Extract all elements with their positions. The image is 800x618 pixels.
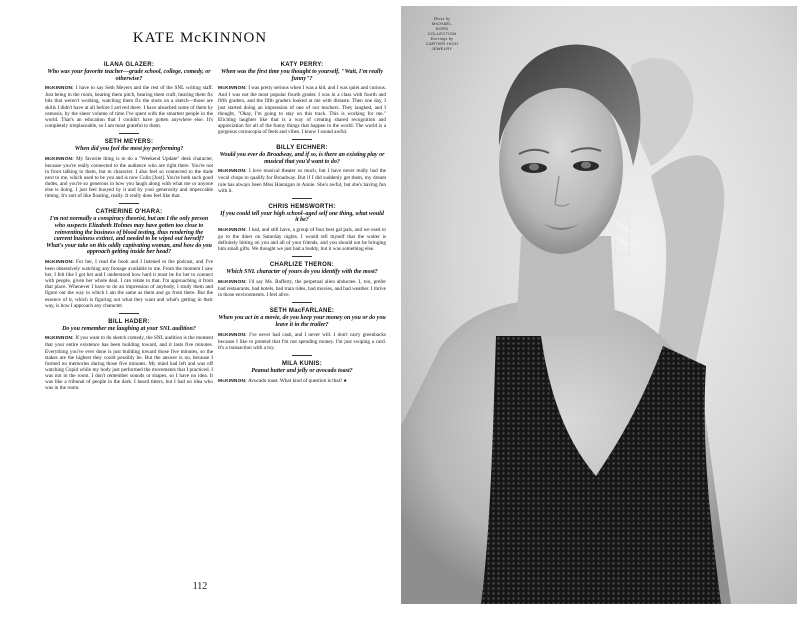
answer-paragraph <box>218 85 386 135</box>
question-asker: CHRIS HEMSWORTH: <box>268 203 336 210</box>
qa-block <box>218 62 386 135</box>
earring-illustration <box>615 211 629 255</box>
qa-divider <box>292 139 312 140</box>
answer-paragraph <box>218 168 386 193</box>
qa-block <box>45 139 213 199</box>
question-text: Would you ever do Broadway, and if so, is there an existing play or musical that you'd want to do? <box>219 152 385 165</box>
qa-divider <box>292 198 312 199</box>
answer-text: I have to say Seth Meyers and the rest of the SNL writing staff. Just being in the room, hearing them pitch, hearing them craft, hearing them fix bits that weren't working, watching them fix the shots on a sketch—those are skills I didn't have at all before I arrived there. I have absorbed some of them by osmosis, by the sheer volume of time I've spent with the smartest people in the world. That's an education that I couldn't have gotten anywhere else. It's completely irreplaceable, so I am most grateful to them. <box>45 85 214 129</box>
answer-paragraph <box>218 378 386 385</box>
qa-divider <box>119 313 139 314</box>
article-title: KATE McKINNON <box>132 30 268 46</box>
answer-text: My favorite thing is to do a "Weekend Update" desk character, because you're really connected to the audience who are right there. You're not in front talking to them, but in character. I also feel so connected to the dude next to me, which used to be you and is now Colin [Jost]. You're both such good dudes, and you're so generous in how you laugh along with what me or anyone else is doing. I just feel buoyed by it and by your generosity and impeccable timing. It's sort of like floating, really. It really does feel like that. <box>45 155 214 200</box>
answer-speaker: McKINNON: <box>45 156 74 162</box>
question-asker: CHARLIZE THERON: <box>269 262 335 269</box>
question-text: Who was your favorite teacher—grade school, college, comedy, or otherwise? <box>47 69 211 82</box>
answer-text: If you want to do sketch comedy, the SNL audition is the moment that your entire existence has been building toward, and it lasts five minutes. Everything you've ever done is just building toward those five minutes, so the stakes are the highest they could possibly be. But the answer is no, because I formed no memories during those five minutes. My mind had left and was off watching Cupid while my body just performed the movements that I practiced. I was not in the room. I don't remember sounds or shapes, so I have no idea. It was like a tribunal of people in the dark. I heard titters, but I had no idea who was in the room. <box>45 335 214 392</box>
earrings-credit-label: Earrings by <box>430 36 454 41</box>
question-asker: BILL HADER: <box>108 318 150 325</box>
answer-paragraph <box>45 156 213 200</box>
answer-paragraph <box>218 279 386 298</box>
answer-paragraph <box>45 335 213 391</box>
answer-speaker: McKINNON: <box>218 86 247 92</box>
qa-divider <box>292 355 312 356</box>
qa-block <box>218 145 386 194</box>
question-asker: SETH MEYERS: <box>104 138 154 145</box>
answer-paragraph <box>45 259 213 309</box>
question-text: When did you feel the most joy performing? <box>74 146 184 153</box>
left-text-column <box>45 62 213 393</box>
answer-speaker: McKINNON: <box>218 332 247 338</box>
question-asker: ILANA GLAZER: <box>103 62 155 68</box>
answer-speaker: McKINNON: <box>218 227 247 233</box>
answer-paragraph <box>218 227 386 252</box>
dress-credit-label: Dress by <box>433 16 451 21</box>
qa-block <box>45 319 213 392</box>
qa-block <box>45 209 213 308</box>
question-asker: SETH MacFARLANE: <box>269 308 335 315</box>
question-text: If you could tell your high school–aged self one thing, what would it be? <box>220 210 384 224</box>
qa-divider <box>119 203 139 204</box>
earrings-credit-brand-line: CARTIER HIGH <box>425 41 459 46</box>
answer-speaker: McKINNON: <box>218 280 247 286</box>
portrait-illustration <box>401 6 797 604</box>
answer-speaker: McKINNON: <box>45 336 74 342</box>
qa-block <box>218 361 386 385</box>
qa-divider <box>119 133 139 134</box>
page-number: 112 <box>192 581 208 592</box>
answer-speaker: McKINNON: <box>218 169 247 175</box>
dress-credit-brand-line: MICHAEL <box>432 21 452 26</box>
earrings-credit-brand-line: JEWELRY <box>431 46 453 51</box>
dress-credit-brand-line: COLLECTION <box>427 31 457 36</box>
answer-text: I love musical theater so much, but I have never really had the vocal chops to qualify for Broadway. But if I did suddenly get them, my dream role has always been Miss Hannigan in Annie. She's awful, but she's having fun with it. <box>218 168 386 194</box>
dress-credit-brand-line: KORS <box>435 26 449 31</box>
answer-text: I've never had cash, and I never will. I don't carry greenbacks because I like to pretend that I'm not spending money. I'm just swiping a card. It's a transaction with a toy. <box>218 331 387 351</box>
answer-paragraph <box>45 85 213 129</box>
answer-text: I was pretty serious when I was a kid, and I was quiet and curious. And I was not the most popular fourth grader. I was in a class with fourth and fifth graders, and the fifth graders looked at me with distaste. Then one day, I just started doing an impression of one of our teachers. They laughed, and I thought, "Okay, I'm going to stay on this track. This is working for me." Eliciting laughter like that is a way of creating shared recognition and appreciation for all of the funny things that happen in the world. The world is a gorgeous cornucopia of feels and vibes. I know I sound awful. <box>218 85 387 135</box>
answer-speaker: McKINNON: <box>45 259 74 265</box>
question-text: I'm not normally a conspiracy theorist, but am I the only person who suspects Elizabeth Holmes may have gotten too close to reinventing the business of blood testing, thus rendering the current business extinct, and needed to be wiped out herself? What's your take on this oddly captivating woman, and how do you approach getting inside her head? <box>46 216 212 256</box>
question-text: Which SNL character of yours do you identify with the most? <box>226 269 378 276</box>
qa-divider <box>292 256 312 257</box>
answer-speaker: McKINNON: <box>218 378 247 384</box>
answer-text: I'd say Ms. Rafferty, the perpetual alien abductee. I, too, prefer bad restaurants, bad hotels, bad train rides, bad movies, and bad weather. I thrive in those environments. I feel alive. <box>218 279 386 299</box>
qa-block <box>218 308 386 351</box>
qa-divider <box>292 302 312 303</box>
answer-paragraph <box>218 332 386 351</box>
answer-text: I had, and still have, a group of four best gal pals, and we used to go to the diner on Saturday nights. I would tell myself that the waiter is definitely hitting on you and all of your friends, and you should not be bringing him small gifts. We thought we just had a buddy, but it was something else. <box>218 226 386 253</box>
question-asker: BILLY EICHNER: <box>276 145 328 152</box>
qa-block <box>218 204 386 253</box>
question-text: Peanut butter and jelly or avocado toast? <box>251 367 353 374</box>
wardrobe-credit <box>412 16 472 51</box>
qa-block <box>45 62 213 129</box>
question-text: When was the first time you thought to yourself, "Wait, I'm really funny"? <box>220 69 384 82</box>
portrait-photo <box>401 6 797 604</box>
qa-block <box>218 262 386 298</box>
question-asker: CATHERINE O'HARA: <box>95 209 163 216</box>
answer-text: For her, I read the book and I listened to the podcast, and I've been obsessively watching any footage available to me. From the moment I saw her, I felt like I got her and I understood how hard it must be for her to connect with people, given her whole deal. I can relate to that. I'm approaching it from that place. Whenever I have to do an impression of anybody, I study them and figure out the way in which I am the same as them and go from there. But the essence of it, which is figuring out what they want and what's getting in their way, is how I approach any character. <box>45 258 214 309</box>
question-text: When you act in a movie, do you keep your money on you or do you leave it in the trailer? <box>218 315 386 328</box>
question-asker: MILA KUNIS: <box>281 360 323 367</box>
right-text-column <box>218 62 386 387</box>
question-text: Do you remember me laughing at your SNL audition? <box>62 325 196 332</box>
answer-text: Avocado toast. What kind of question is that? ● <box>248 377 347 384</box>
question-asker: KATY PERRY: <box>280 62 324 68</box>
answer-speaker: McKINNON: <box>45 86 74 92</box>
